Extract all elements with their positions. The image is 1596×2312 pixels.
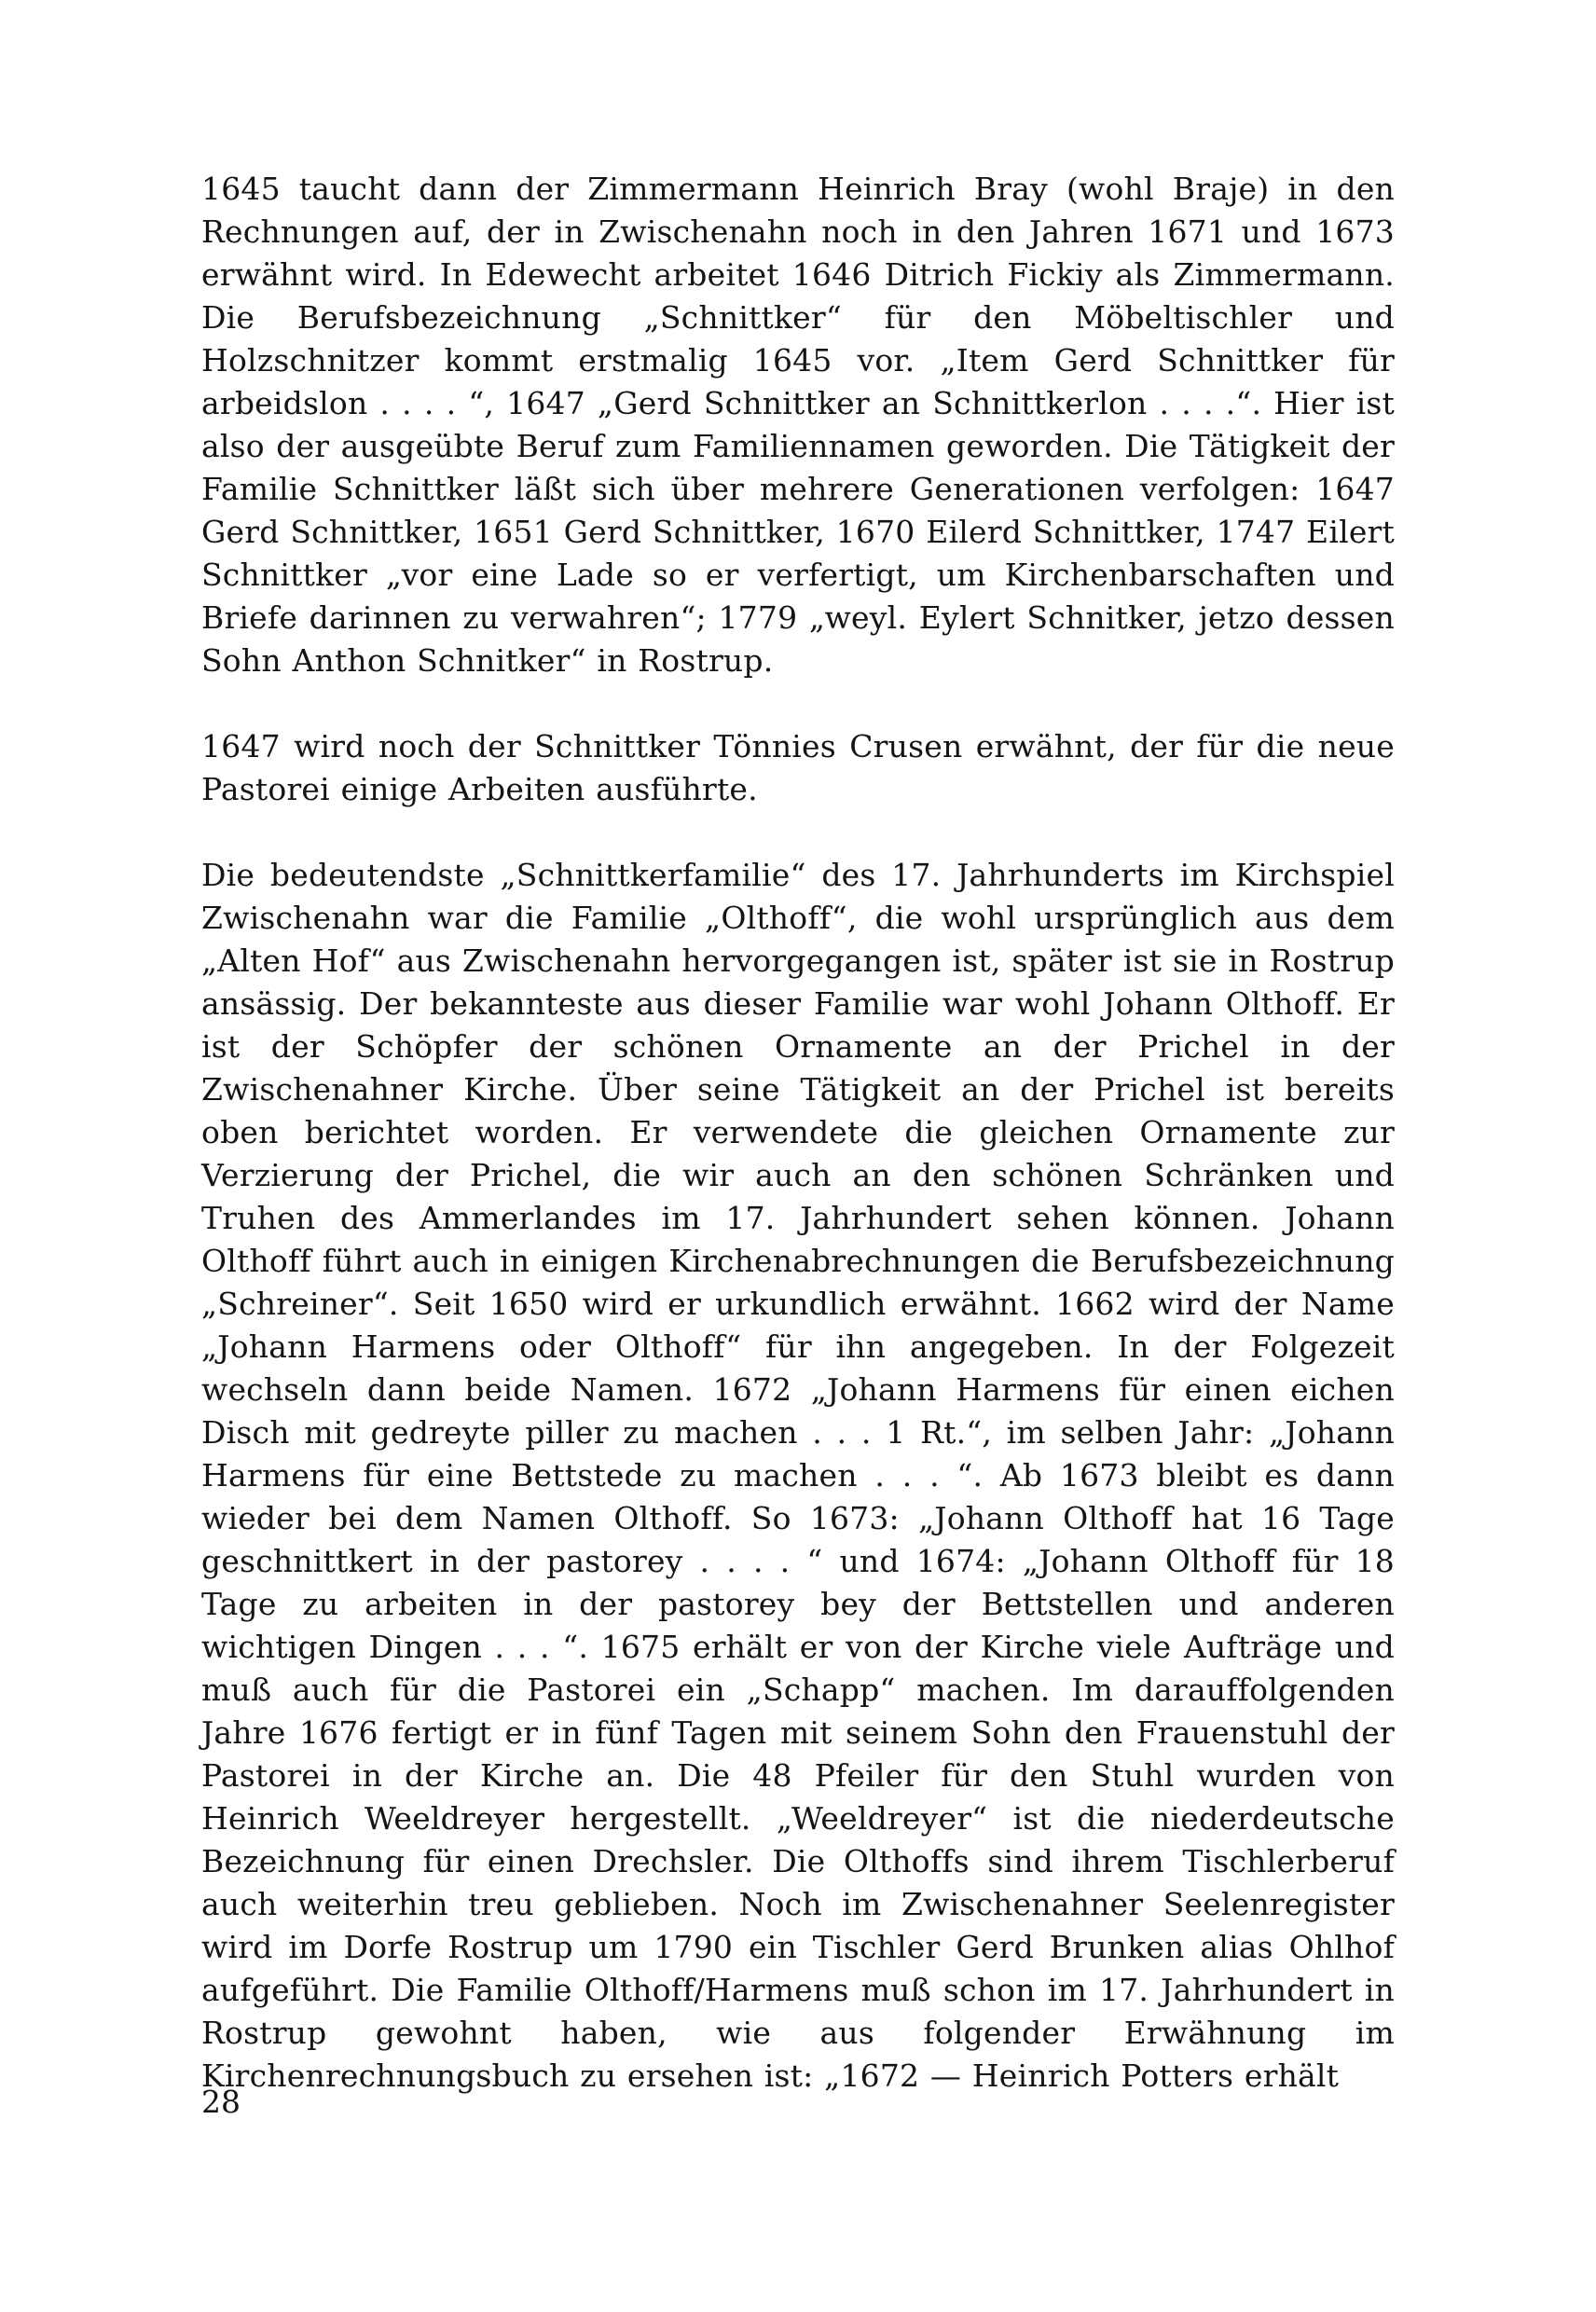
paragraph-3: Die bedeutendste „Schnittkerfamilie“ des 17. Jahrhunderts im Kirchspiel Zwischenahn war die Familie „Olthoff“, die wohl ursprünglich aus dem „Alten Hof“ aus Zwischenahn hervorgegangen ist, später ist sie in Rostrup ansässig. Der bekannteste aus dieser Familie war wohl Johann Olthoff. Er ist der Schöpfer der schönen Ornamente an der Prichel in der Zwischenahner Kirche. Über seine Tätigkeit an der Prichel ist bereits oben berichtet worden. Er verwendete die gleichen Ornamente zur Verzierung der Prichel, die wir auch an den schönen Schränken und Truhen des Ammerlandes im 17. Jahrhundert sehen können. Johann Olthoff führt auch in einigen Kirchenabrechnungen die Berufsbezeichnung „Schreiner“. Seit 1650 wird er urkundlich erwähnt. 1662 wird der Name „Johann Harmens oder Olthoff“ für ihn angegeben. In der Folgezeit wechseln dann beide Namen. 1672 „Johann Harmens für einen eichen Disch mit gedreyte piller zu machen . . . 1 Rt.“, im selben Jahr: „Johann Harmens für eine Bettstede zu machen . . . “. Ab 1673 bleibt es dann wieder bei dem Namen Olthoff. So 1673: „Johann Olthoff hat 16 Tage geschnittkert in der pastorey . . . . “ und 1674: „Johann Olthoff für 18 Tage zu arbeiten in der pastorey bey der Bettstellen und anderen wichtigen Dingen . . . “. 1675 erhält er von der Kirche viele Aufträge und muß auch für die Pastorei ein „Schapp“ machen. Im darauffolgenden Jahre 1676 fertigt er in fünf Tagen mit seinem Sohn den Frauenstuhl der Pastorei in der Kirche an. Die 48 Pfeiler für den Stuhl wurden von Heinrich Weeldreyer hergestellt. „Weeldreyer“ ist die niederdeutsche Bezeichnung für einen Drechsler. Die Olthoffs sind ihrem Tischlerberuf auch weiterhin treu geblieben. Noch im Zwischenahner Seelenregister wird im Dorfe Rostrup um 1790 ein Tischler Gerd Brunken alias Ohlhof aufgeführt. Die Familie Olthoff/Harmens muß schon im 17. Jahrhundert in Rostrup gewohnt haben, wie aus folgender Erwähnung im Kirchenrechnungsbuch zu ersehen ist: „1672 — Heinrich Potters erhält [201, 857, 1395, 2094]
page-body [201, 168, 1395, 2098]
page-number: 28 [201, 2084, 241, 2120]
paragraph-2: 1647 wird noch der Schnittker Tönnies Crusen erwähnt, der für die neue Pastorei einige Arbeiten ausführte. [201, 728, 1395, 807]
paragraph-1: 1645 taucht dann der Zimmermann Heinrich Bray (wohl Braje) in den Rechnungen auf, der in Zwischenahn noch in den Jahren 1671 und 1673 erwähnt wird. In Edewecht arbeitet 1646 Ditrich Fickiy als Zimmermann. Die Berufsbezeichnung „Schnittker“ für den Möbeltischler und Holzschnitzer kommt erstmalig 1645 vor. „Item Gerd Schnittker für arbeidslon . . . . “, 1647 „Gerd Schnittker an Schnittkerlon . . . .“. Hier ist also der ausgeübte Beruf zum Familiennamen geworden. Die Tätigkeit der Familie Schnittker läßt sich über mehrere Generationen verfolgen: 1647 Gerd Schnittker, 1651 Gerd Schnittker, 1670 Eilerd Schnittker, 1747 Eilert Schnittker „vor eine Lade so er verfertigt, um Kirchenbarschaften und Briefe darinnen zu verwahren“; 1779 „weyl. Eylert Schnitker, jetzo dessen Sohn Anthon Schnitker“ in Rostrup. [201, 171, 1395, 679]
